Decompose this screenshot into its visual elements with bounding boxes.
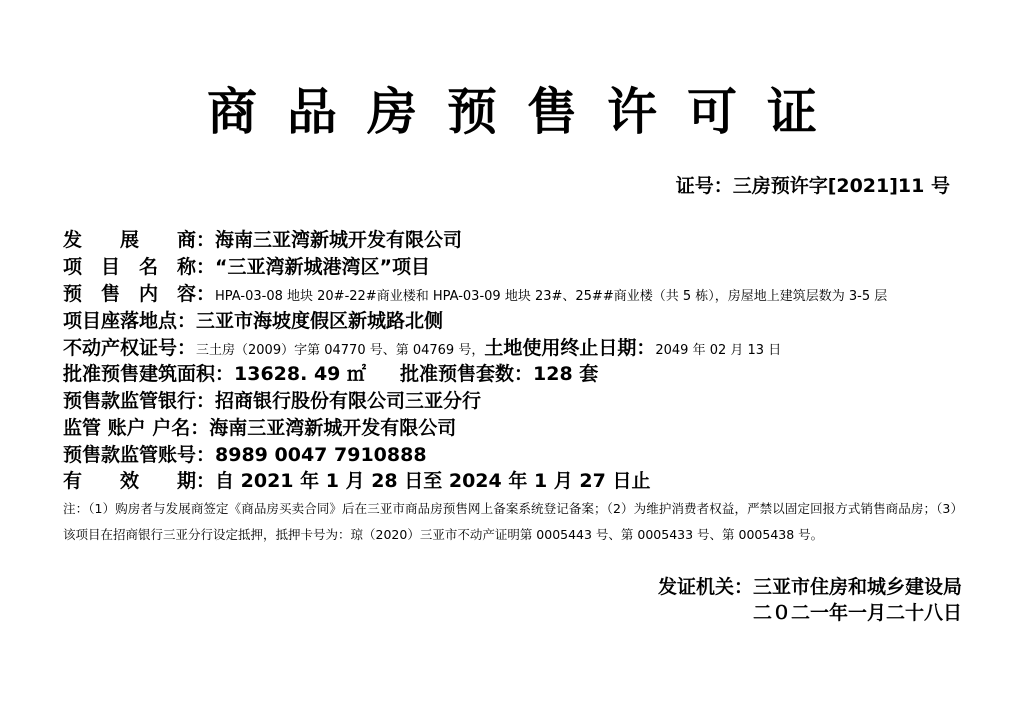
project-name-row xyxy=(63,255,430,279)
page-title: 商品房预售许可证 xyxy=(207,83,847,141)
land-end-date-value: 2049 年 02 月 13 日 xyxy=(655,343,782,358)
developer-value: 海南三亚湾新城开发有限公司 xyxy=(215,229,463,251)
supervising-bank-label: 预售款监管银行： xyxy=(63,390,216,412)
project-name-label: 项 目 名 称： xyxy=(63,256,216,278)
supervising-bank-value: 招商银行股份有限公司三亚分行 xyxy=(215,390,482,412)
validity-label: 有 效 期： xyxy=(63,470,216,492)
presale-units-value: 128 套 xyxy=(533,363,599,385)
presale-area-value: 13628. 49 ㎡ xyxy=(234,363,367,385)
account-name-label: 监管 账户 户名： xyxy=(63,417,210,439)
issuing-authority: 发证机关：三亚市住房和城乡建设局 xyxy=(657,576,962,598)
account-number-label: 预售款监管账号： xyxy=(63,444,216,466)
validity-row xyxy=(63,469,650,493)
account-number-row xyxy=(63,443,427,467)
presale-area-label: 批准预售建筑面积： xyxy=(63,363,235,385)
location-row xyxy=(63,309,443,333)
presale-content-row xyxy=(63,282,887,309)
validity-value: 自 2021 年 1 月 28 日至 2024 年 1 月 27 日止 xyxy=(215,470,651,492)
account-name-value: 海南三亚湾新城开发有限公司 xyxy=(209,417,457,439)
land-end-date-label: 土地使用终止日期： xyxy=(484,337,656,359)
issuer-block xyxy=(658,574,962,626)
location-value: 三亚市海坡度假区新城路北侧 xyxy=(196,310,444,332)
developer-label: 发 展 商： xyxy=(63,229,216,251)
supervising-bank-row xyxy=(63,389,481,413)
account-name-row xyxy=(63,416,456,440)
certificate-number: 证号：三房预许字[2021]11 号 xyxy=(675,175,950,197)
property-cert-value: 三土房（2009）字第 04770 号、第 04769 号， xyxy=(196,343,485,358)
issue-date: 二０二一年一月二十八日 xyxy=(752,602,962,624)
property-cert-label: 不动产权证号： xyxy=(63,337,197,359)
presale-units-label: 批准预售套数： xyxy=(400,363,534,385)
footnote: 注：（1）购房者与发展商签定《商品房买卖合同》后在三亚市商品房预售网上备案系统登记备案；（2）为维护消费者权益，严禁以固定回报方式销售商品房；（3）该项目在招商银行三亚分行设定抵押，抵押卡号为：琼（2020）三亚市不动产证明第 0005443 号、第 0005433 号、第 0005438 号。 xyxy=(63,501,963,542)
property-cert-row xyxy=(63,336,781,363)
presale-content-label: 预 售 内 容： xyxy=(63,283,216,305)
presale-content-value: HPA-03-08 地块 20#-22#商业楼和 HPA-03-09 地块 23#、25##商业楼（共 5 栋），房屋地上建筑层数为 3-5 层 xyxy=(215,289,888,304)
account-number-value: 8989 0047 7910888 xyxy=(215,444,427,466)
developer-row xyxy=(63,228,462,252)
project-name-value: “三亚湾新城港湾区”项目 xyxy=(215,256,430,278)
location-label: 项目座落地点： xyxy=(63,310,197,332)
presale-area-row xyxy=(63,362,598,386)
